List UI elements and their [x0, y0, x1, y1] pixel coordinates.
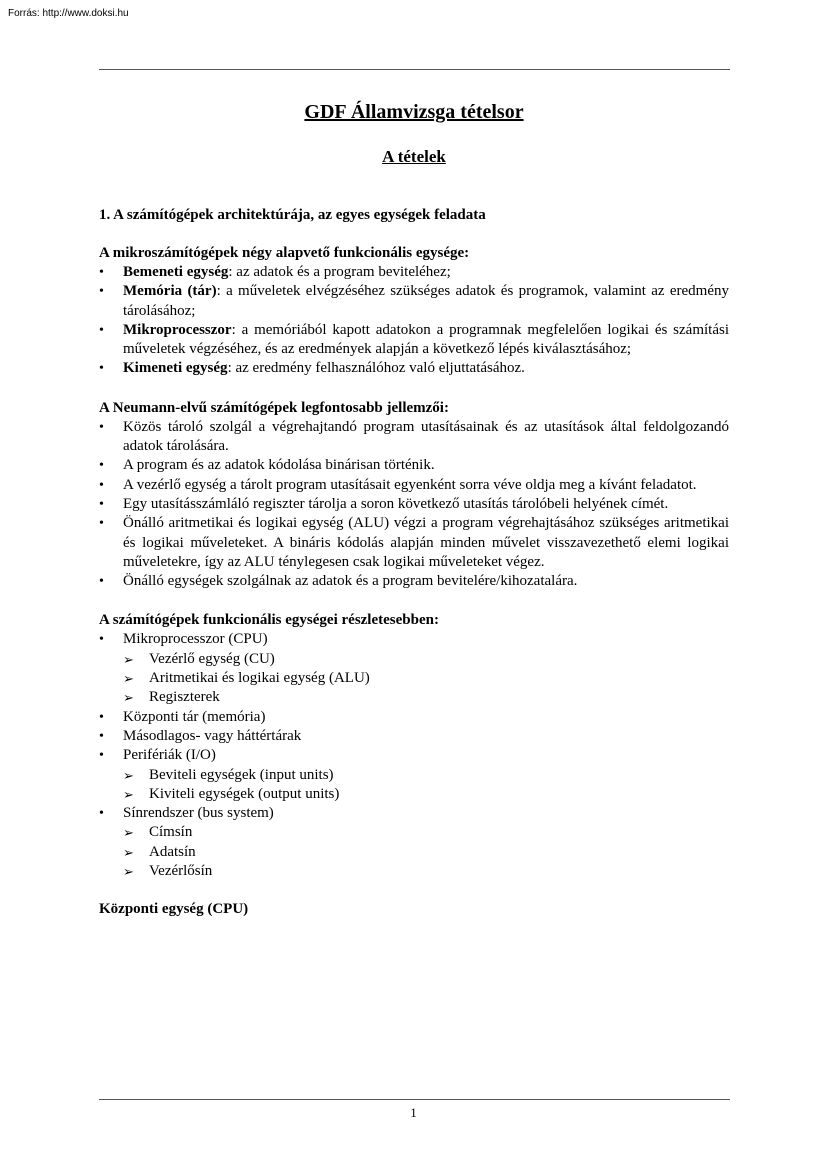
list-item — [99, 495, 729, 514]
arrow-bullet-icon: ➢ — [123, 864, 134, 880]
bullet-icon: • — [99, 284, 104, 300]
term: Memória (tár) — [123, 283, 217, 300]
list-item-text: A vezérlő egység a tárolt program utasításait egyenként sorra véve oldja meg a kívánt feladatot. — [123, 476, 697, 493]
bullet-icon: • — [99, 748, 104, 764]
sub-list-item-text: Beviteli egységek (input units) — [149, 766, 334, 783]
list-item — [99, 456, 729, 475]
bullet-icon: • — [99, 632, 104, 648]
page-number: 1 — [410, 1105, 417, 1120]
neumann-heading: A Neumann-elvű számítógépek legfontosabb jellemzői: — [99, 399, 449, 416]
bullet-icon: • — [99, 728, 104, 744]
list-item-text: Közös tároló szolgál a végrehajtandó program utasításainak és az utasítások által feldolgozandó adatok tárolására. — [123, 418, 729, 455]
bullet-icon: • — [99, 322, 104, 338]
bullet-icon: • — [99, 496, 104, 512]
sub-list — [123, 650, 729, 708]
sub-list — [123, 766, 729, 805]
list-item-text: A program és az adatok kódolása binárisan történik. — [123, 457, 435, 474]
list-item — [99, 630, 729, 707]
list-item — [99, 572, 729, 591]
header-rule — [99, 69, 730, 70]
arrow-bullet-icon: ➢ — [123, 844, 134, 860]
sub-list-item — [123, 650, 729, 669]
list-item-text: Perifériák (I/O) — [123, 747, 216, 764]
list-item — [99, 746, 729, 804]
list-item-text: Mikroprocesszor (CPU) — [123, 631, 268, 648]
list-item — [99, 514, 729, 572]
term-text: : a memóriából kapott adatokon a programnak megfelelően logikai és számítási műveletek végzéséhez, és az eredmények alapján a következő lépés kiválasztásához; — [123, 321, 729, 358]
list-item — [99, 418, 729, 457]
section-1-title: 1. A számítógépek architektúrája, az egyes egységek feladata — [99, 207, 486, 223]
footer-rule — [99, 1099, 730, 1100]
arrow-bullet-icon: ➢ — [123, 671, 134, 687]
arrow-bullet-icon: ➢ — [123, 690, 134, 706]
sub-list-item-text: Címsín — [149, 824, 193, 841]
list-item — [99, 321, 729, 360]
term: Mikroprocesszor — [123, 321, 232, 338]
units-list — [99, 630, 729, 881]
bullet-icon: • — [99, 516, 104, 532]
sub-list-item — [123, 823, 729, 842]
list-item-text: Másodlagos- vagy háttértárak — [123, 727, 302, 744]
term-text: : az adatok és a program beviteléhez; — [228, 264, 451, 280]
bullet-icon: • — [99, 265, 104, 280]
bullet-icon: • — [99, 419, 104, 435]
sub-list-item — [123, 862, 729, 881]
sub-list-item — [123, 785, 729, 804]
sub-list-item-text: Kiviteli egységek (output units) — [149, 785, 340, 802]
cpu-heading: Központi egység (CPU) — [99, 901, 249, 918]
sub-list-item — [123, 669, 729, 688]
list-item — [99, 804, 729, 881]
term: Bemeneti egység — [123, 264, 229, 280]
source-url: Forrás: http://www.doksi.hu — [8, 8, 129, 19]
sub-list-item-text: Adatsín — [149, 843, 196, 860]
sub-list-item-text: Regiszterek — [149, 689, 220, 706]
list-item-text: Központi tár (memória) — [123, 708, 266, 725]
term-text: : az eredmény felhasználóhoz való eljuttatásához. — [227, 360, 525, 377]
sub-list-item — [123, 766, 729, 785]
term-text: : a műveletek elvégzéséhez szükséges adatok és programok, valamint az eredmény tárolásához; — [123, 283, 730, 319]
list-item-text: Önálló aritmetikai és logikai egység (ALU) végzi a program végrehajtásához szükséges aritmetikai és logikai műveleteket. A bináris kódolás alapján minden művelet visszavezethető elemi logikai műveletekre, így az ALU ténylegesen csak logikai műveleteket végez. — [123, 515, 729, 570]
bullet-icon: • — [99, 806, 104, 822]
list-item — [99, 727, 729, 746]
list-item-text: Önálló egységek szolgálnak az adatok és a program bevitelére/kihozatalára. — [123, 573, 578, 590]
bullet-icon: • — [99, 458, 104, 474]
arrow-bullet-icon: ➢ — [123, 651, 134, 667]
list-item-text: Egy utasításszámláló regiszter tárolja a soron következő utasítás tárolóbeli helyének címét. — [123, 495, 669, 512]
list-item — [99, 282, 729, 321]
bullet-icon: • — [99, 361, 104, 377]
sub-list-item-text: Aritmetikai és logikai egység (ALU) — [149, 670, 370, 687]
neumann-list — [99, 418, 729, 592]
document-title: GDF Államvizsga tételsor — [304, 101, 524, 123]
list-item — [99, 476, 729, 495]
sub-list-item-text: Vezérlősín — [149, 863, 213, 880]
sub-list-item — [123, 688, 729, 707]
term: Kimeneti egység — [123, 360, 228, 377]
list-item — [99, 359, 729, 378]
sub-list-item — [123, 843, 729, 862]
bullet-icon: • — [99, 574, 104, 590]
arrow-bullet-icon: ➢ — [123, 767, 134, 783]
units-heading: A számítógépek funkcionális egységei részletesebben: — [99, 612, 439, 629]
list-item — [99, 708, 729, 727]
arrow-bullet-icon: ➢ — [123, 786, 134, 802]
list-item-text: Sínrendszer (bus system) — [123, 805, 274, 822]
document-subtitle: A tételek — [382, 147, 446, 166]
sub-list-item-text: Vezérlő egység (CU) — [149, 650, 275, 667]
bullet-icon: • — [99, 477, 104, 493]
micro-list — [99, 263, 729, 379]
list-item — [99, 263, 729, 282]
bullet-icon: • — [99, 709, 104, 725]
sub-list — [123, 823, 729, 881]
page-content — [99, 98, 729, 919]
micro-heading: A mikroszámítógépek négy alapvető funkcionális egysége: — [99, 245, 470, 261]
arrow-bullet-icon: ➢ — [123, 825, 134, 841]
